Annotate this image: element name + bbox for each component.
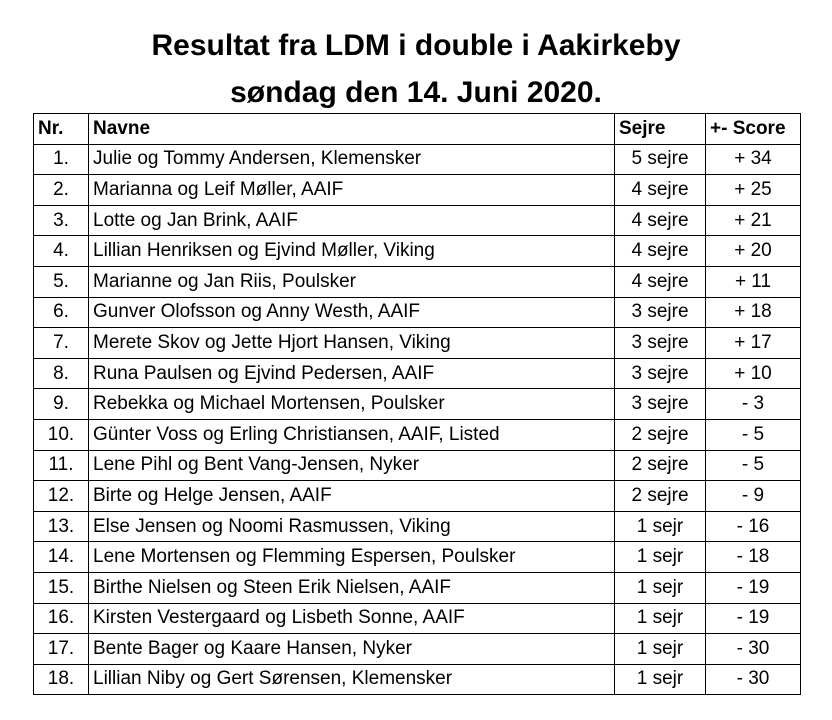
- table-row: [34, 450, 801, 481]
- table-row: [34, 266, 801, 297]
- table-row: [34, 603, 801, 634]
- table-body: [34, 144, 801, 695]
- names-cell: Günter Voss og Erling Christiansen, AAIF, Listed: [89, 419, 615, 450]
- names-cell: Lillian Niby og Gert Sørensen, Klemensker: [89, 664, 615, 695]
- score-cell: - 30: [706, 634, 801, 665]
- score-cell: + 17: [706, 328, 801, 359]
- score-cell: - 9: [706, 481, 801, 512]
- wins-cell: 1 sejr: [615, 542, 706, 573]
- score-cell: - 5: [706, 419, 801, 450]
- results-table: [33, 113, 801, 695]
- names-cell: Bente Bager og Kaare Hansen, Nyker: [89, 634, 615, 665]
- score-cell: - 18: [706, 542, 801, 573]
- document-subtitle-date: søndag den 14. Juni 2020.: [230, 76, 602, 109]
- score-cell: - 3: [706, 389, 801, 420]
- rank-cell: 15.: [34, 572, 89, 603]
- rank-cell: 7.: [34, 328, 89, 359]
- wins-cell: 2 sejre: [615, 450, 706, 481]
- wins-cell: 1 sejr: [615, 572, 706, 603]
- rank-cell: 17.: [34, 634, 89, 665]
- score-cell: - 16: [706, 511, 801, 542]
- table-row: [34, 236, 801, 267]
- wins-cell: 2 sejre: [615, 419, 706, 450]
- wins-cell: 4 sejre: [615, 266, 706, 297]
- names-cell: Else Jensen og Noomi Rasmussen, Viking: [89, 511, 615, 542]
- score-cell: + 18: [706, 297, 801, 328]
- header-navne: Navne: [89, 114, 615, 145]
- score-cell: + 25: [706, 175, 801, 206]
- rank-cell: 14.: [34, 542, 89, 573]
- wins-cell: 1 sejr: [615, 664, 706, 695]
- table-row: [34, 664, 801, 695]
- score-cell: - 19: [706, 603, 801, 634]
- names-cell: Julie og Tommy Andersen, Klemensker: [89, 144, 615, 175]
- rank-cell: 18.: [34, 664, 89, 695]
- wins-cell: 4 sejre: [615, 205, 706, 236]
- table-row: [34, 511, 801, 542]
- rank-cell: 13.: [34, 511, 89, 542]
- wins-cell: 4 sejre: [615, 236, 706, 267]
- document-title: Resultat fra LDM i double i Aakirkeby: [151, 29, 681, 62]
- score-cell: - 30: [706, 664, 801, 695]
- names-cell: Rebekka og Michael Mortensen, Poulsker: [89, 389, 615, 420]
- table-row: [34, 634, 801, 665]
- wins-cell: 3 sejre: [615, 389, 706, 420]
- rank-cell: 1.: [34, 144, 89, 175]
- wins-cell: 5 sejre: [615, 144, 706, 175]
- table-row: [34, 542, 801, 573]
- wins-cell: 3 sejre: [615, 358, 706, 389]
- names-cell: Kirsten Vestergaard og Lisbeth Sonne, AAIF: [89, 603, 615, 634]
- wins-cell: 2 sejre: [615, 481, 706, 512]
- rank-cell: 16.: [34, 603, 89, 634]
- names-cell: Lene Mortensen og Flemming Espersen, Poulsker: [89, 542, 615, 573]
- rank-cell: 2.: [34, 175, 89, 206]
- table-row: [34, 481, 801, 512]
- rank-cell: 8.: [34, 358, 89, 389]
- header-score: +- Score: [706, 114, 801, 145]
- table-row: [34, 297, 801, 328]
- table-row: [34, 572, 801, 603]
- score-cell: - 19: [706, 572, 801, 603]
- names-cell: Runa Paulsen og Ejvind Pedersen, AAIF: [89, 358, 615, 389]
- table-row: [34, 389, 801, 420]
- score-cell: + 10: [706, 358, 801, 389]
- wins-cell: 3 sejre: [615, 297, 706, 328]
- rank-cell: 3.: [34, 205, 89, 236]
- names-cell: Birthe Nielsen og Steen Erik Nielsen, AAIF: [89, 572, 615, 603]
- score-cell: + 34: [706, 144, 801, 175]
- wins-cell: 1 sejr: [615, 511, 706, 542]
- score-cell: + 11: [706, 266, 801, 297]
- wins-cell: 1 sejr: [615, 603, 706, 634]
- table-row: [34, 328, 801, 359]
- header-sejre: Sejre: [615, 114, 706, 145]
- table-header-row: [34, 114, 801, 145]
- header-nr: Nr.: [34, 114, 89, 145]
- rank-cell: 5.: [34, 266, 89, 297]
- names-cell: Gunver Olofsson og Anny Westh, AAIF: [89, 297, 615, 328]
- rank-cell: 9.: [34, 389, 89, 420]
- names-cell: Merete Skov og Jette Hjort Hansen, Viking: [89, 328, 615, 359]
- table-row: [34, 205, 801, 236]
- names-cell: Marianne og Jan Riis, Poulsker: [89, 266, 615, 297]
- score-cell: - 5: [706, 450, 801, 481]
- rank-cell: 10.: [34, 419, 89, 450]
- names-cell: Lillian Henriksen og Ejvind Møller, Viking: [89, 236, 615, 267]
- names-cell: Birte og Helge Jensen, AAIF: [89, 481, 615, 512]
- score-cell: + 21: [706, 205, 801, 236]
- wins-cell: 4 sejre: [615, 175, 706, 206]
- table-row: [34, 419, 801, 450]
- table-row: [34, 358, 801, 389]
- rank-cell: 6.: [34, 297, 89, 328]
- names-cell: Lotte og Jan Brink, AAIF: [89, 205, 615, 236]
- wins-cell: 3 sejre: [615, 328, 706, 359]
- rank-cell: 11.: [34, 450, 89, 481]
- rank-cell: 12.: [34, 481, 89, 512]
- rank-cell: 4.: [34, 236, 89, 267]
- wins-cell: 1 sejr: [615, 634, 706, 665]
- names-cell: Marianna og Leif Møller, AAIF: [89, 175, 615, 206]
- score-cell: + 20: [706, 236, 801, 267]
- names-cell: Lene Pihl og Bent Vang-Jensen, Nyker: [89, 450, 615, 481]
- table-row: [34, 144, 801, 175]
- table-row: [34, 175, 801, 206]
